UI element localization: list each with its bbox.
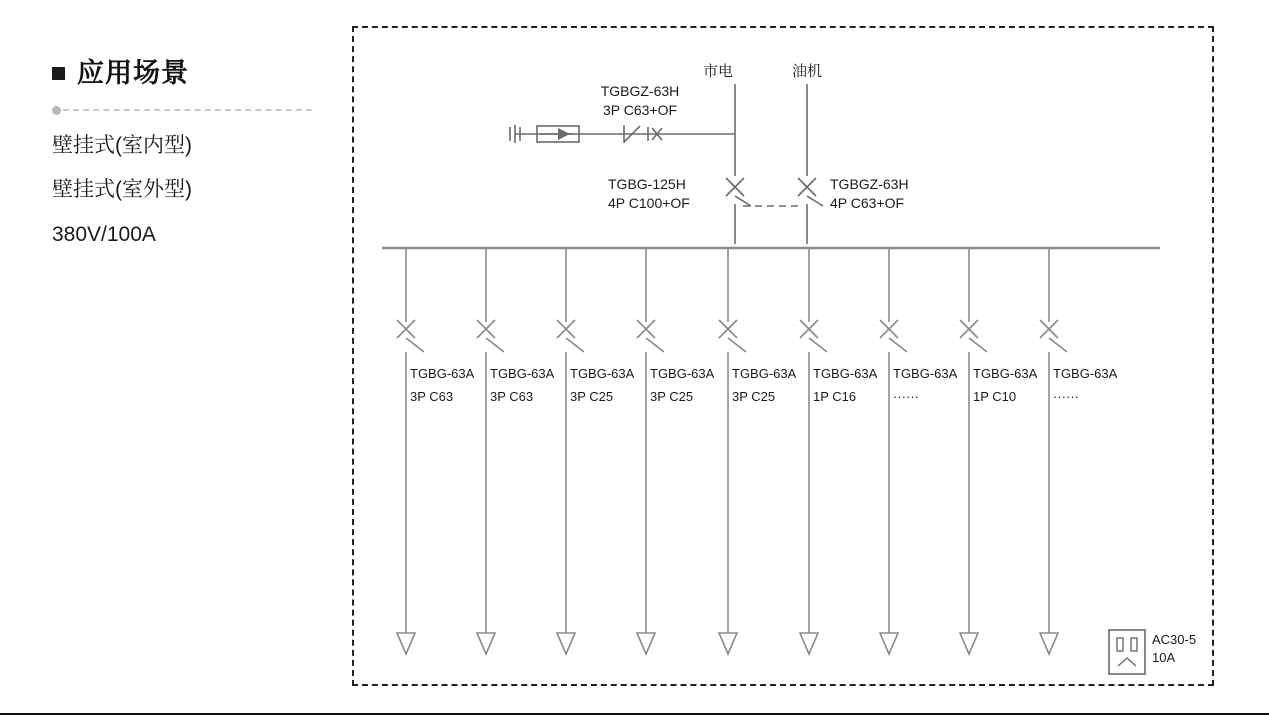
branch-feeder — [477, 248, 504, 654]
gen-breaker-model: TGBGZ-63H — [830, 176, 909, 192]
square-bullet-icon — [52, 67, 65, 80]
single-line-diagram — [352, 26, 1214, 686]
branch-feeders — [397, 248, 1067, 654]
page-title-text: 应用场景 — [77, 58, 189, 88]
branch-feeder — [557, 248, 584, 654]
branch-model: TGBG-63A — [813, 366, 878, 381]
branch-spec: 1P C16 — [813, 389, 857, 404]
branch-feeder — [880, 248, 907, 654]
divider-line — [63, 109, 312, 111]
branch-model: TGBG-63A — [973, 366, 1038, 381]
gen-breaker-spec: 4P C63+OF — [830, 195, 905, 211]
branch-spec: ······ — [893, 389, 919, 404]
branch-feeder — [637, 248, 664, 654]
branch-spec: ······ — [1053, 389, 1079, 404]
branch-model: TGBG-63A — [732, 366, 797, 381]
branch-spec: 3P C63 — [490, 389, 534, 404]
left-panel — [52, 60, 312, 248]
main-breaker-model: TGBG-125H — [608, 176, 686, 192]
socket-rating: 10A — [1152, 650, 1176, 665]
branch-feeder — [397, 248, 424, 654]
page-title — [52, 60, 312, 87]
branch-model: TGBG-63A — [650, 366, 715, 381]
incoming-breaker-spec: 3P C63+OF — [602, 102, 678, 118]
divider — [52, 105, 312, 115]
branch-spec: 3P C25 — [650, 389, 694, 404]
branch-feeder — [1040, 248, 1067, 654]
branch-model: TGBG-63A — [490, 366, 555, 381]
branch-model: TGBG-63A — [410, 366, 475, 381]
branch-model: TGBG-63A — [1053, 366, 1118, 381]
bottom-rule — [0, 713, 1269, 715]
branch-model: TGBG-63A — [570, 366, 635, 381]
feature-item: 380V/100A — [52, 222, 156, 246]
gen-breaker-symbol — [798, 178, 823, 206]
generator-label: 油机 — [791, 63, 823, 80]
branch-spec: 3P C25 — [732, 389, 776, 404]
socket-model: AC30-5 — [1152, 632, 1197, 647]
branch-spec: 1P C10 — [973, 389, 1017, 404]
branch-feeder — [800, 248, 827, 654]
branch-feeder — [960, 248, 987, 654]
feature-item: 壁挂式(室内型) — [52, 134, 192, 157]
feature-item: 壁挂式(室外型) — [52, 178, 192, 202]
main-breaker-symbol — [726, 178, 751, 206]
branch-spec: 3P C63 — [410, 389, 454, 404]
branch-feeder — [719, 248, 746, 654]
incoming-breaker-model: TGBGZ-63H — [600, 83, 680, 99]
mains-label: 市电 — [702, 63, 734, 80]
divider-dot-icon — [52, 106, 61, 115]
main-breaker-spec: 4P C100+OF — [608, 195, 690, 211]
socket-symbol — [1109, 630, 1145, 674]
branch-model: TGBG-63A — [893, 366, 958, 381]
branch-spec: 3P C25 — [570, 389, 614, 404]
